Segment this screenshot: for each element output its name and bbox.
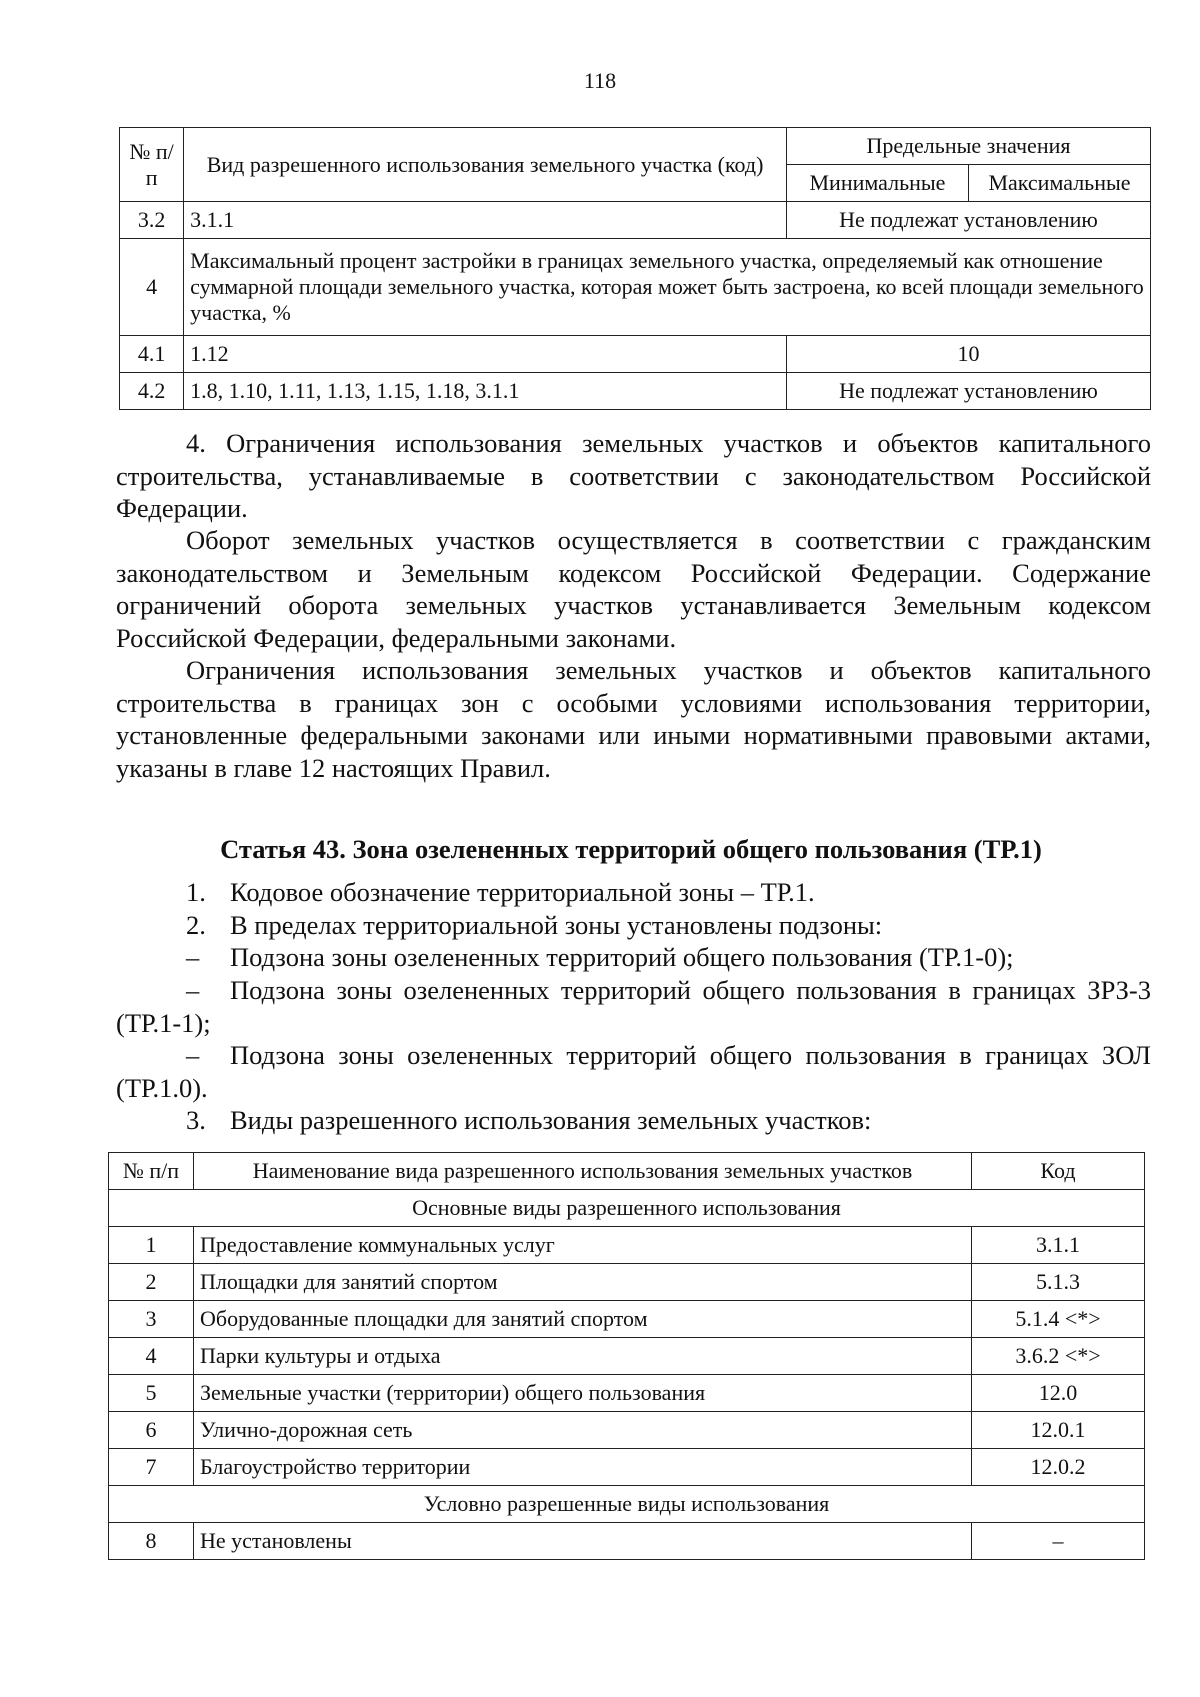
row-num: 2 [109,1264,194,1301]
row-num: 7 [109,1449,194,1486]
row-num: 3.2 [120,202,184,239]
row-value: 10 [786,336,1150,373]
row-num: 8 [109,1523,194,1560]
row-name: Площадки для занятий спортом [194,1264,972,1301]
table-row [120,336,1151,373]
table-header-code: Код [972,1153,1145,1190]
row-code: 3.1.1 [972,1227,1145,1264]
table-row [120,373,1151,410]
row-name: Улично-дорожная сеть [194,1412,972,1449]
land-use-table [108,1152,1145,1560]
row-num: 6 [109,1412,194,1449]
row-name: Парки культуры и отдыха [194,1338,972,1375]
table-header-num: № п/п [120,128,184,202]
row-name: Благоустройство территории [194,1449,972,1486]
table-header-num: № п/п [109,1153,194,1190]
limits-table [119,127,1151,410]
row-code: 1.12 [184,336,787,373]
row-code: 5.1.4 <*> [972,1301,1145,1338]
row-code: 12.0 [972,1375,1145,1412]
table-row [109,1264,1145,1301]
row-code: – [972,1523,1145,1560]
row-code: 1.8, 1.10, 1.11, 1.13, 1.15, 1.18, 3.1.1 [184,373,787,410]
row-code: 12.0.2 [972,1449,1145,1486]
row-text: Максимальный процент застройки в границах земельного участка, определяемый как отношение суммарной площади земельного участка, которая может быть застроена, ко всей площади земельного участка, % [184,239,1151,336]
row-name: Земельные участки (территории) общего пользования [194,1375,972,1412]
row-num: 4.1 [120,336,184,373]
table-row [109,1449,1145,1486]
table-row [120,239,1151,336]
table-row [109,1338,1145,1375]
row-num: 4 [120,239,184,336]
row-value: Не подлежат установлению [786,373,1150,410]
table-header-limits: Предельные значения [786,128,1150,165]
row-code: 3.6.2 <*> [972,1338,1145,1375]
list-item: – Подзона зоны озелененных территорий общего пользования в границах ЗОЛ (ТР.1.0). [116,1040,1151,1103]
row-value: Не подлежат установлению [786,202,1150,239]
list-item: – Подзона зоны озелененных территорий общего пользования (ТР.1-0); [186,942,1014,972]
paragraph-zones: Ограничения использования земельных участков и объектов капитального строительства в границах зон с особыми условиями использования территории, установленные федеральными законами или иными нормативными правовыми актами, указаны в главе 12 настоящих Правил. [116,655,1151,783]
row-name: Оборудованные площадки для занятий спортом [194,1301,972,1338]
paragraph-turnover: Оборот земельных участков осуществляется в соответствии с гражданским законодательством и Земельным кодексом Российской Федерации. Содержание ограничений оборота земельных участков устанавливается Земельным кодексом Российской Федерации, федеральными законами. [116,525,1151,653]
list-item: 1. Кодовое обозначение территориальной зоны – ТР.1. [186,877,815,907]
table-row [120,202,1151,239]
article-title: Статья 43. Зона озелененных территорий общего пользования (ТР.1) [220,834,1042,864]
section-main-uses: Основные виды разрешенного использования [109,1190,1145,1227]
table-header-name: Наименование вида разрешенного использования земельных участков [194,1153,972,1190]
row-num: 3 [109,1301,194,1338]
table-row [109,1375,1145,1412]
table-row [109,1523,1145,1560]
row-code: 3.1.1 [184,202,787,239]
section-conditional-uses: Условно разрешенные виды использования [109,1486,1145,1523]
table-row [109,1412,1145,1449]
table-header-min: Минимальные [786,165,968,202]
paragraph-restrictions: 4. Ограничения использования земельных участков и объектов капитального строительства, устанавливаемые в соответствии с законодательством Российской Федерации. [116,428,1151,523]
table-header-kind: Вид разрешенного использования земельного участка (код) [184,128,787,202]
row-num: 4.2 [120,373,184,410]
page-number: 118 [583,68,617,93]
list-item: 2. В пределах территориальной зоны установлены подзоны: [186,910,883,940]
list-item: – Подзона зоны озелененных территорий общего пользования в границах ЗРЗ-3 (ТР.1-1); [116,975,1151,1038]
row-code: 5.1.3 [972,1264,1145,1301]
row-code: 12.0.1 [972,1412,1145,1449]
row-name: Не установлены [194,1523,972,1560]
row-num: 5 [109,1375,194,1412]
row-name: Предоставление коммунальных услуг [194,1227,972,1264]
list-item: 3. Виды разрешенного использования земельных участков: [186,1105,872,1135]
row-num: 1 [109,1227,194,1264]
table-row [109,1227,1145,1264]
table-header-max: Максимальные [968,165,1150,202]
table-row [109,1301,1145,1338]
row-num: 4 [109,1338,194,1375]
